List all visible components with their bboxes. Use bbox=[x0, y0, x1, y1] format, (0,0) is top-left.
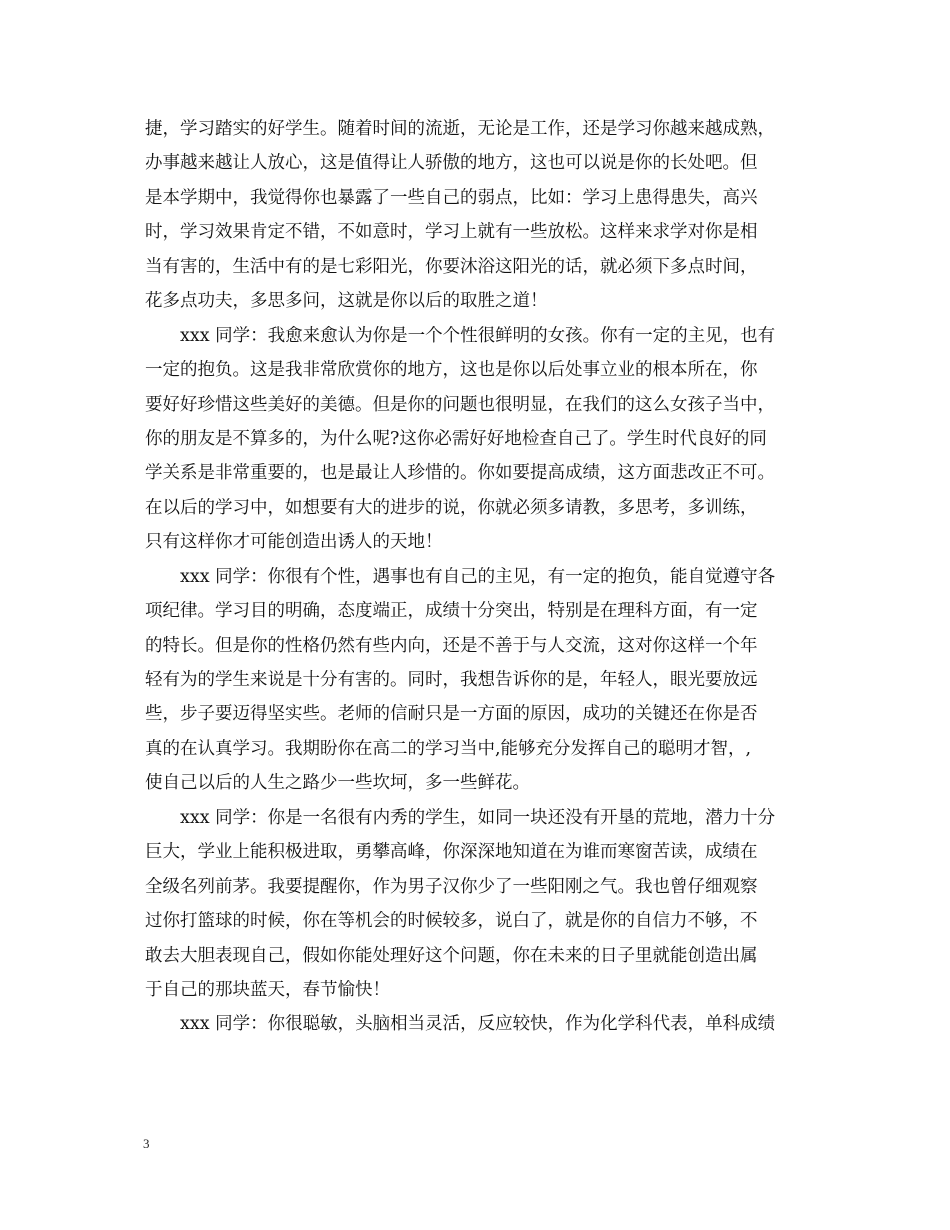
text-line: 花多点功夫，多思多问，这就是你以后的取胜之道！ bbox=[145, 291, 548, 312]
paragraph-start-line: xxx 同学：你很聪敏，头脑相当灵活，反应较快，作为化学科代表，单科成绩 bbox=[145, 1014, 776, 1035]
text-line: 的特长。但是你的性格仍然有些内向，还是不善于与人交流，这对你这样一个年 bbox=[145, 635, 758, 656]
paragraph-start-line: xxx 同学：我愈来愈认为你是一个个性很鲜明的女孩。你有一定的主见，也有 bbox=[145, 325, 776, 346]
text-line: 于自己的那块蓝天，春节愉快！ bbox=[145, 979, 390, 1000]
text-line: 敢去大胆表现自己，假如你能处理好这个问题，你在未来的日子里就能创造出属 bbox=[145, 945, 758, 966]
text-line: 些，步子要迈得坚实些。老师的信耐只是一方面的原因，成功的关键还在你是否 bbox=[145, 704, 758, 725]
text-line: 轻有为的学生来说是十分有害的。同时，我想告诉你的是，年轻人，眼光要放远 bbox=[145, 670, 758, 690]
text-line: 项纪律。学习目的明确，态度端正，成绩十分突出，特别是在理科方面，有一定 bbox=[145, 601, 758, 622]
text-line: 你的朋友是不算多的，为什么呢?这你必需好好地检查自己了。学生时代良好的同 bbox=[145, 428, 767, 449]
text-line: 在以后的学习中，如想要有大的进步的说，你就必须多请教，多思考，多训练， bbox=[145, 497, 758, 518]
paragraph-start-line: xxx 同学：你很有个性，遇事也有自己的主见，有一定的抱负，能自觉遵守各 bbox=[145, 566, 776, 587]
body-text bbox=[145, 112, 835, 1042]
page-number: 3 bbox=[143, 1136, 150, 1151]
text-line: 办事越来越让人放心，这是值得让人骄傲的地方，这也可以说是你的长处吧。但 bbox=[145, 153, 758, 174]
text-line: 时，学习效果肯定不错，不如意时，学习上就有一些放松。这样来求学对你是相 bbox=[145, 222, 758, 243]
text-line: 使自己以后的人生之路少一些坎坷，多一些鲜花。 bbox=[145, 773, 530, 794]
text-line: 巨大，学业上能积极进取，勇攀高峰，你深深地知道在为谁而寒窗苦读，成绩在 bbox=[145, 842, 758, 863]
text-line: 要好好珍惜这些美好的美德。但是你的问题也很明显，在我们的这么女孩子当中， bbox=[145, 394, 775, 415]
text-line: 全级名列前茅。我要提醒你，作为男子汉你少了一些阳刚之气。我也曾仔细观察 bbox=[145, 876, 758, 897]
text-line: 真的在认真学习。我期盼你在高二的学习当中,能够充分发挥自己的聪明才智，, bbox=[145, 738, 752, 759]
text-line: 只有这样你才可能创造出诱人的天地！ bbox=[145, 532, 443, 553]
paragraph-start-line: xxx 同学：你是一名很有内秀的学生，如同一块还没有开垦的荒地，潜力十分 bbox=[145, 807, 776, 828]
text-line: 学关系是非常重要的，也是最让人珍惜的。你如要提高成绩，这方面悲改正不可。 bbox=[145, 463, 775, 484]
text-line: 当有害的，生活中有的是七彩阳光，你要沐浴这阳光的话，就必须下多点时间， bbox=[145, 256, 758, 277]
text-line: 捷，学习踏实的好学生。随着时间的流逝，无论是工作，还是学习你越来越成熟， bbox=[145, 119, 775, 139]
text-line: 过你打篮球的时候，你在等机会的时候较多，说白了，就是你的自信力不够，不 bbox=[145, 911, 758, 932]
text-line: 是本学期中，我觉得你也暴露了一些自己的弱点，比如：学习上患得患失，高兴 bbox=[145, 187, 758, 208]
text-line: 一定的抱负。这是我非常欣赏你的地方，这也是你以后处事立业的根本所在，你 bbox=[145, 360, 758, 381]
